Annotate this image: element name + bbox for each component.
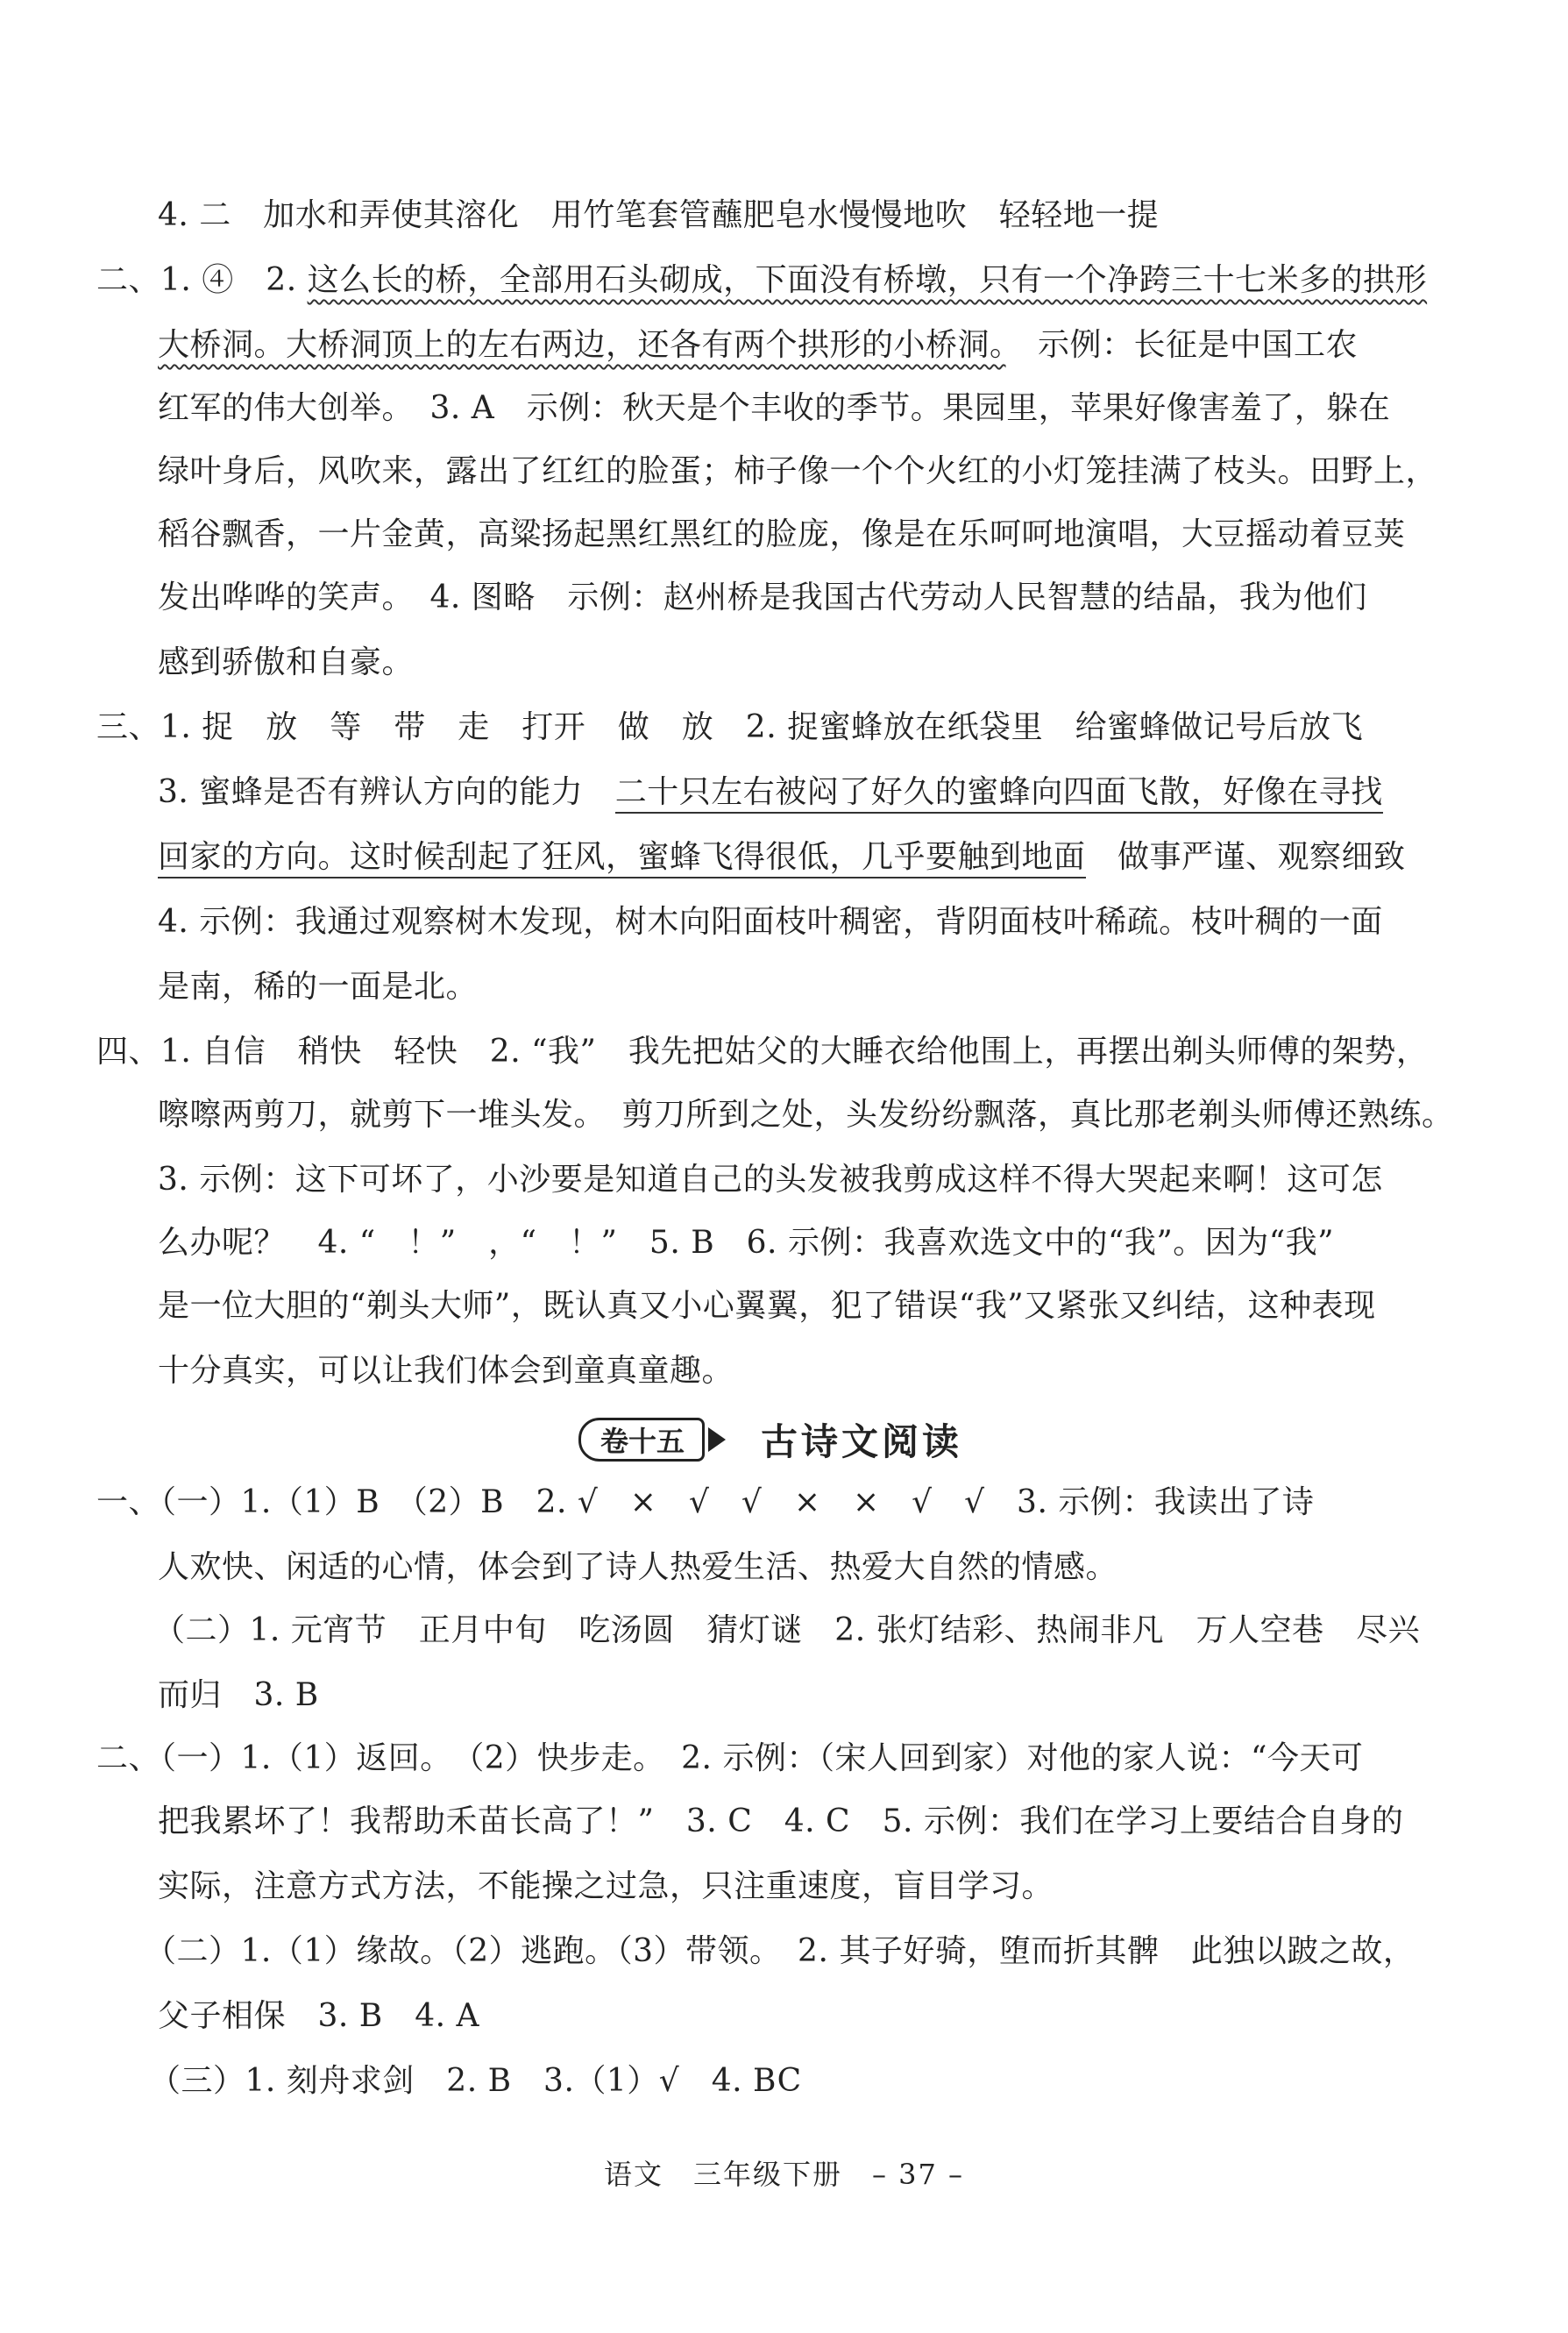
answer-line: （二）1.（1）缘故。（2）逃跑。（3）带领。 2. 其子好骑，堕而折其髀 此独以跛之故， bbox=[145, 1933, 1415, 1969]
answer-line: 而归 3. B bbox=[158, 1677, 319, 1713]
answer-line bbox=[158, 321, 1358, 370]
answer-line: （二）1. 元宵节 正月中旬 吃汤圆 猜灯谜 2. 张灯结彩、热闹非凡 万人空巷 尽兴 bbox=[153, 1612, 1421, 1648]
section-badge bbox=[578, 1418, 726, 1462]
answer-line: 一、（一）1.（1）B （2）B 2. √ × √ √ × × √ √ 3. 示例：我读出了诗 bbox=[96, 1484, 1315, 1520]
answer-line: 嚓嚓两剪刀，就剪下一堆头发。 剪刀所到之处，头发纷纷飘落，真比那老剃头师傅还熟练。 bbox=[158, 1097, 1454, 1133]
answer-text: 示例：长征是中国工农 bbox=[1005, 327, 1359, 363]
answer-line: 4. 示例：我通过观察树木发现，树木向阳面枝叶稠密，背阴面枝叶稀疏。枝叶稠的一面 bbox=[158, 904, 1383, 940]
answer-line: （三）1. 刻舟求剑 2. B 3.（1）√ 4. BC bbox=[149, 2063, 802, 2099]
answer-line: 十分真实，可以让我们体会到童真童趣。 bbox=[158, 1353, 734, 1389]
arrow-right-icon bbox=[708, 1427, 726, 1452]
answer-line: 四、1. 自信 稍快 轻快 2. “我” 我先把姑父的大睡衣给他围上，再摆出剃头师傅的架势， bbox=[96, 1034, 1429, 1070]
answer-text: 3. 蜜蜂是否有辨认方向的能力 bbox=[158, 774, 615, 810]
section-badge-label: 卷十五 bbox=[578, 1418, 705, 1462]
answer-line: 父子相保 3. B 4. A bbox=[158, 1998, 480, 2034]
page-footer: 语文 三年级下册 – 37 – bbox=[603, 2158, 965, 2191]
answer-line bbox=[96, 256, 1427, 305]
answer-line: 发出哗哗的笑声。 4. 图略 示例：赵州桥是我国古代劳动人民智慧的结晶，我为他们 bbox=[158, 580, 1367, 615]
answer-line: 三、1. 捉 放 等 带 走 打开 做 放 2. 捉蜜蜂放在纸袋里 给蜜蜂做记号后放飞 bbox=[96, 709, 1364, 745]
answer-line: 4. 二 加水和弄使其溶化 用竹笔套管蘸肥皂水慢慢地吹 轻轻地一提 bbox=[158, 197, 1160, 233]
answer-line: 稻谷飘香，一片金黄，高粱扬起黑红黑红的脸庞，像是在乐呵呵地演唱，大豆摇动着豆荚 bbox=[158, 516, 1406, 552]
answer-line: 绿叶身后，风吹来，露出了红红的脸蛋；柿子像一个个火红的小灯笼挂满了枝头。田野上， bbox=[158, 453, 1438, 489]
answer-line: 3. 示例：这下可坏了，小沙要是知道自己的头发被我剪成这样不得大哭起来啊！这可怎 bbox=[158, 1162, 1383, 1198]
answer-line: 人欢快、闲适的心情，体会到了诗人热爱生活、热爱大自然的情感。 bbox=[158, 1549, 1118, 1585]
answer-line: 把我累坏了！我帮助禾苗长高了！” 3. C 4. C 5. 示例：我们在学习上要结合自身的 bbox=[158, 1803, 1404, 1839]
answer-line: 是南，稀的一面是北。 bbox=[158, 969, 479, 1005]
wavy-underlined-text: 大桥洞。大桥洞顶上的左右两边，还各有两个拱形的小桥洞。 bbox=[158, 327, 1006, 363]
answer-line: 红军的伟大创举。 3. A 示例：秋天是个丰收的季节。果园里，苹果好像害羞了，躲在 bbox=[158, 390, 1391, 426]
answer-text: 二、1. ④ 2. bbox=[96, 262, 308, 298]
underlined-text: 二十只左右被闷了好久的蜜蜂向四面飞散，好像在寻找 bbox=[615, 774, 1383, 814]
answer-line: 是一位大胆的“剃头大师”，既认真又小心翼翼，犯了错误“我”又紧张又纠结，这种表现 bbox=[158, 1288, 1376, 1324]
answer-line: 么办呢？ 4. “ ！” ，“ ！” 5. B 6. 示例：我喜欢选文中的“我”。因为“我” bbox=[158, 1225, 1335, 1261]
answer-line bbox=[158, 833, 1406, 882]
underlined-text: 回家的方向。这时候刮起了狂风，蜜蜂飞得很低，几乎要触到地面 bbox=[158, 839, 1086, 878]
answer-text: 做事严谨、观察细致 bbox=[1085, 839, 1406, 875]
answer-line: 二、（一）1.（1）返回。 （2）快步走。 2. 示例：（宋人回到家）对他的家人说：“今天可 bbox=[96, 1740, 1364, 1776]
answer-line bbox=[158, 768, 1383, 817]
section-header bbox=[578, 1413, 962, 1466]
answer-line: 实际，注意方式方法，不能操之过急，只注重速度，盲目学习。 bbox=[158, 1868, 1054, 1904]
answer-line: 感到骄傲和自豪。 bbox=[158, 644, 415, 680]
wavy-underlined-text: 这么长的桥，全部用石头砌成，下面没有桥墩，只有一个净跨三十七米多的拱形 bbox=[307, 262, 1428, 298]
section-title: 古诗文阅读 bbox=[761, 1420, 963, 1463]
